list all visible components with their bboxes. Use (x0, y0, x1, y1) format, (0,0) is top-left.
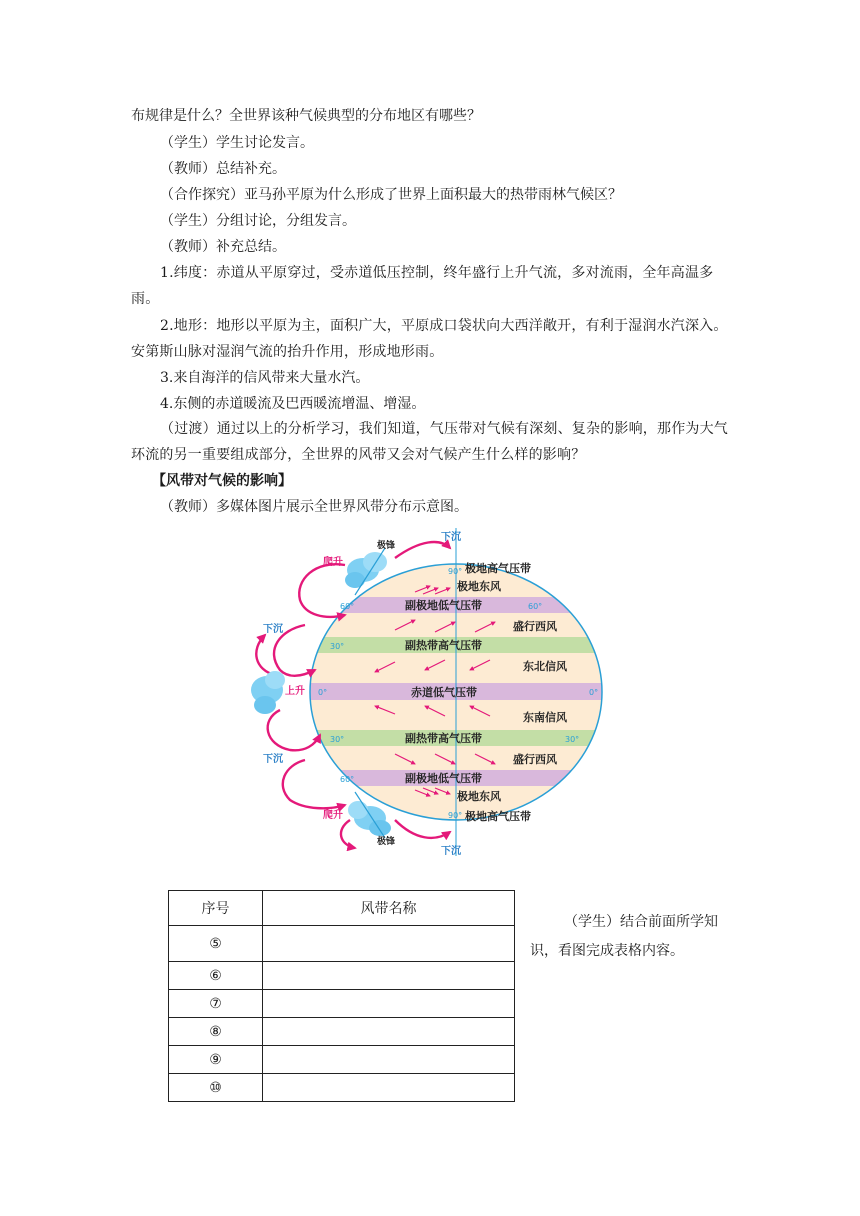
degree-label: 60° (340, 775, 355, 784)
paragraph: （合作探究）亚马孙平原为什么形成了世界上面积最大的热带雨林气候区？ (160, 187, 622, 203)
row-number: ⑥ (169, 962, 263, 990)
cloud-bottom-icon (348, 801, 391, 836)
wind-belt-name-cell[interactable] (263, 1018, 515, 1046)
belt-label: 副热带高气压带 (405, 732, 482, 745)
table-row (169, 990, 515, 1018)
side-label: 下沉 (441, 846, 461, 857)
paragraph: 1.纬度：赤道从平原穿过，受赤道低压控制，终年盛行上升气流，多对流雨，全年高温多雨。 (131, 265, 714, 307)
paragraph: （教师）多媒体图片展示全世界风带分布示意图。 (160, 499, 468, 515)
row-number: ⑦ (169, 990, 263, 1018)
side-label: 下沉 (263, 754, 283, 765)
side-label: 下沉 (263, 624, 283, 635)
table-header: 风带名称 (263, 891, 515, 926)
degree-label: 90° (448, 811, 463, 820)
belt-label: 极地高气压带 (465, 810, 531, 823)
row-number: ⑨ (169, 1046, 263, 1074)
table-header: 序号 (169, 891, 263, 926)
degree-label: 30° (565, 735, 580, 744)
paragraph: （教师）总结补充。 (160, 161, 286, 177)
belt-label: 极地高气压带 (465, 562, 531, 575)
table-row (169, 1074, 515, 1102)
table-row (169, 926, 515, 962)
belt-label: 极地东风 (457, 580, 501, 593)
paragraph: 布规律是什么？全世界该种气候典型的分布地区有哪些？ (131, 108, 481, 124)
wind-belt-name-cell[interactable] (263, 962, 515, 990)
belt-label: 副极地低气压带 (405, 772, 482, 785)
belt-label: 盛行西风 (513, 753, 557, 766)
paragraph: （教师）补充总结。 (160, 239, 286, 255)
degree-label: 30° (330, 735, 345, 744)
student-task-note: （学生）结合前面所学知识，看图完成表格内容。 (530, 914, 718, 959)
belt-label: 赤道低气压带 (411, 686, 477, 699)
paragraph: 3.来自海洋的信风带来大量水汽。 (160, 370, 370, 386)
table-row (169, 1018, 515, 1046)
degree-label: 90° (448, 567, 463, 576)
degree-label: 0° (318, 688, 328, 697)
degree-label: 60° (340, 602, 355, 611)
belt-label: 极地东风 (457, 790, 501, 803)
side-label: 爬升 (323, 810, 343, 821)
table-row (169, 1046, 515, 1074)
side-label: 下沉 (441, 532, 461, 543)
belt-label: 副极地低气压带 (405, 599, 482, 612)
belt-label: 副热带高气压带 (405, 639, 482, 652)
belt-label: 东南信风 (523, 711, 567, 724)
side-label: 极锋 (377, 837, 396, 847)
section-heading: 【风带对气候的影响】 (152, 473, 292, 489)
side-label: 爬升 (323, 557, 343, 568)
side-label: 极锋 (377, 541, 396, 551)
degree-label: 30° (330, 642, 345, 651)
belt-label: 盛行西风 (513, 620, 557, 633)
side-label: 上升 (285, 686, 305, 697)
degree-label: 60° (528, 602, 543, 611)
cloud-equator-icon (251, 671, 285, 714)
wind-belt-table (168, 890, 515, 1102)
row-number: ⑧ (169, 1018, 263, 1046)
wind-belt-name-cell[interactable] (263, 926, 515, 962)
paragraph: 4.东侧的赤道暖流及巴西暖流增温、增湿。 (160, 396, 426, 412)
row-number: ⑤ (169, 926, 263, 962)
wind-belt-name-cell[interactable] (263, 1046, 515, 1074)
wind-belt-diagram (245, 520, 605, 865)
degree-label: 0° (589, 688, 599, 697)
paragraph: （学生）学生讨论发言。 (160, 135, 314, 151)
paragraph: 2.地形：地形以平原为主，面积广大，平原成口袋状向大西洋敞开，有利于湿润水汽深入。安第斯山脉对湿润气流的抬升作用，形成地形雨。 (131, 318, 728, 360)
row-number: ⑩ (169, 1074, 263, 1102)
wind-belt-name-cell[interactable] (263, 1074, 515, 1102)
table-row (169, 962, 515, 990)
wind-belt-name-cell[interactable] (263, 990, 515, 1018)
belt-label: 东北信风 (523, 660, 567, 673)
paragraph: （过渡）通过以上的分析学习，我们知道，气压带对气候有深刻、复杂的影响，那作为大气环流的另一重要组成部分，全世界的风带又会对气候产生什么样的影响？ (131, 421, 728, 463)
paragraph: （学生）分组讨论，分组发言。 (160, 213, 356, 229)
